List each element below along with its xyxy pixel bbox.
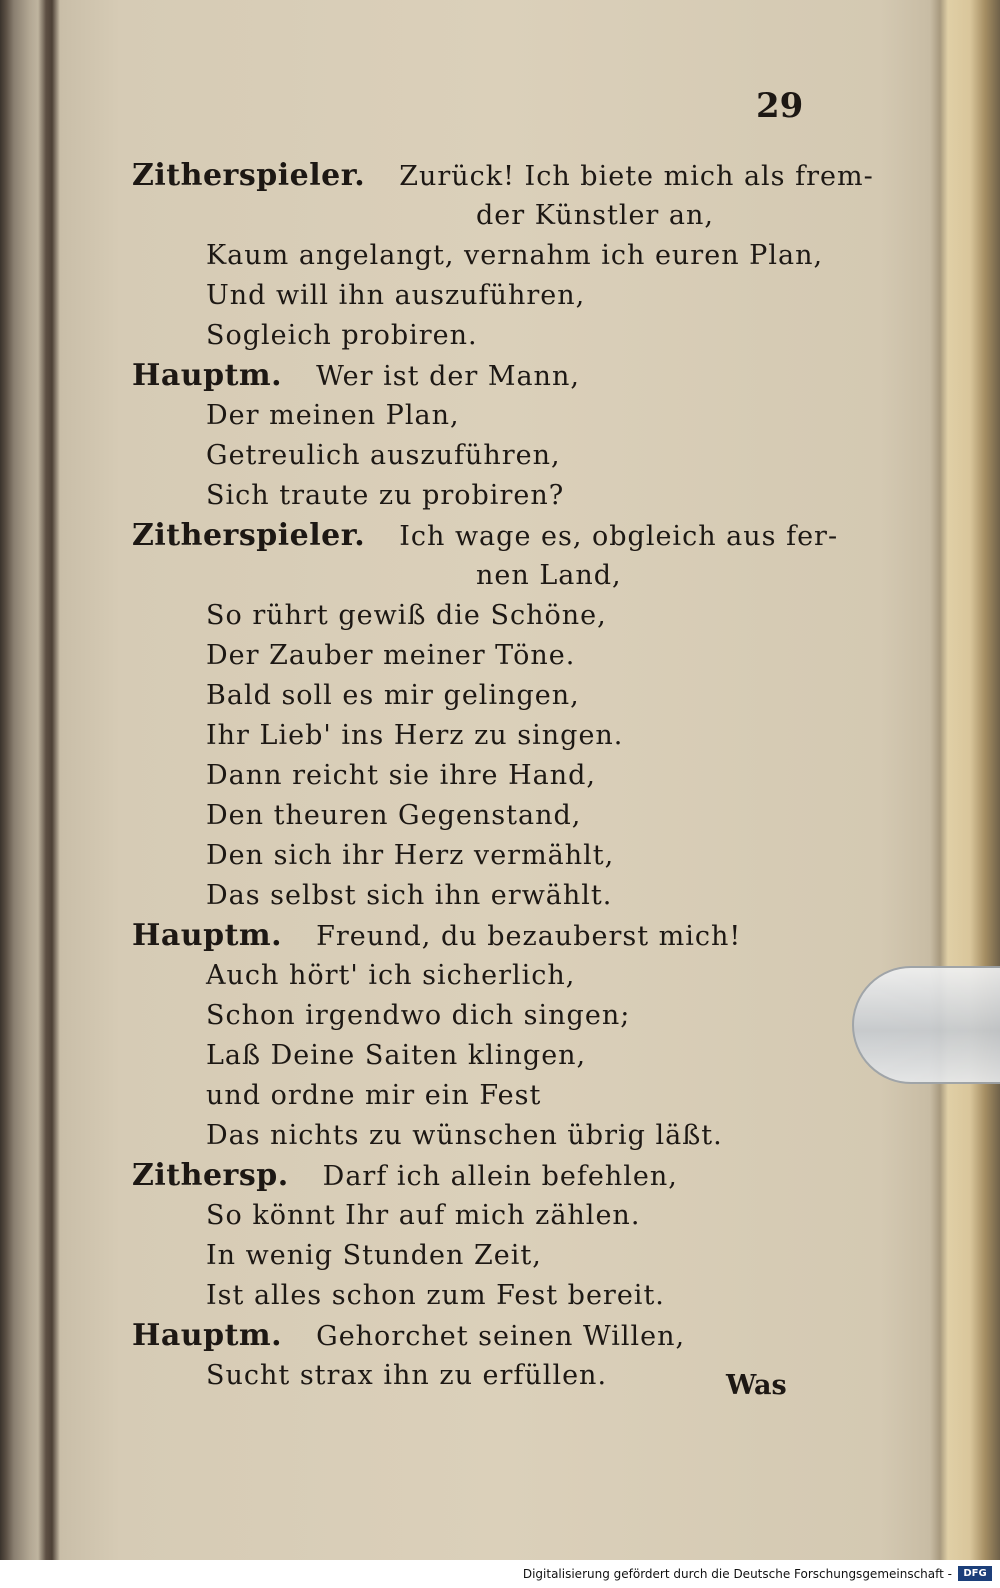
- text-line: Sogleich probiren.: [206, 320, 478, 351]
- speaker-name: Zithersp.: [132, 1158, 289, 1193]
- verse-text: Ich wage es, obgleich aus fer-: [399, 521, 839, 552]
- text-line: Laß Deine Saiten klingen,: [206, 1040, 587, 1071]
- speaker-name: Hauptm.: [132, 358, 283, 393]
- text-line: Schon irgendwo dich singen;: [206, 1000, 631, 1031]
- text-line: und ordne mir ein Fest: [206, 1080, 542, 1111]
- text-line: Sich traute zu probiren?: [206, 480, 565, 511]
- footer-bar: [0, 1560, 1000, 1588]
- text-line: In wenig Stunden Zeit,: [206, 1240, 542, 1271]
- catchword: Was: [726, 1370, 787, 1401]
- text-line: So rührt gewiß die Schöne,: [206, 600, 607, 631]
- text-line: Dann reicht sie ihre Hand,: [206, 760, 597, 791]
- speaker-name: Zitherspieler.: [132, 518, 366, 553]
- text-line: Den theuren Gegenstand,: [206, 800, 582, 831]
- book-page: [56, 30, 936, 1530]
- text-line: Bald soll es mir gelingen,: [206, 680, 580, 711]
- text-line: Der Zauber meiner Töne.: [206, 640, 576, 671]
- text-line: [132, 1318, 685, 1353]
- text-line: Und will ihn auszuführen,: [206, 280, 586, 311]
- verse-text: Zurück! Ich biete mich als frem-: [399, 161, 874, 192]
- footer-credit: Digitalisierung gefördert durch die Deutsche Forschungsgemeinschaft -: [522, 1567, 952, 1581]
- text-line: [132, 1158, 678, 1193]
- verse-text: Wer ist der Mann,: [316, 361, 580, 392]
- text-line: [132, 358, 580, 393]
- text-line: Das selbst sich ihn erwählt.: [206, 880, 613, 911]
- verse-text: Gehorchet seinen Willen,: [316, 1321, 686, 1352]
- text-line: Getreulich auszuführen,: [206, 440, 561, 471]
- text-line: Den sich ihr Herz vermählt,: [206, 840, 615, 871]
- text-line: [132, 918, 741, 953]
- verse-text: Freund, du bezauberst mich!: [316, 921, 742, 952]
- page-number: 29: [756, 86, 804, 126]
- text-line: [132, 518, 838, 553]
- text-line: Auch hört' ich sicherlich,: [206, 960, 576, 991]
- text-line: nen Land,: [476, 560, 622, 591]
- text-line: Kaum angelangt, vernahm ich euren Plan,: [206, 240, 824, 271]
- dfg-logo: DFG: [958, 1566, 992, 1581]
- text-line: Das nichts zu wünschen übrig läßt.: [206, 1120, 723, 1151]
- speaker-name: Zitherspieler.: [132, 158, 366, 193]
- speaker-name: Hauptm.: [132, 1318, 283, 1353]
- page-clip: [852, 966, 1000, 1084]
- text-line: [132, 158, 874, 193]
- text-line: Sucht strax ihn zu erfüllen.: [206, 1360, 608, 1391]
- text-line: der Künstler an,: [476, 200, 714, 231]
- text-line: So könnt Ihr auf mich zählen.: [206, 1200, 641, 1231]
- text-line: Ihr Lieb' ins Herz zu singen.: [206, 720, 624, 751]
- text-line: Ist alles schon zum Fest bereit.: [206, 1280, 665, 1311]
- text-line: Der meinen Plan,: [206, 400, 460, 431]
- speaker-name: Hauptm.: [132, 918, 283, 953]
- verse-text: Darf ich allein befehlen,: [322, 1161, 678, 1192]
